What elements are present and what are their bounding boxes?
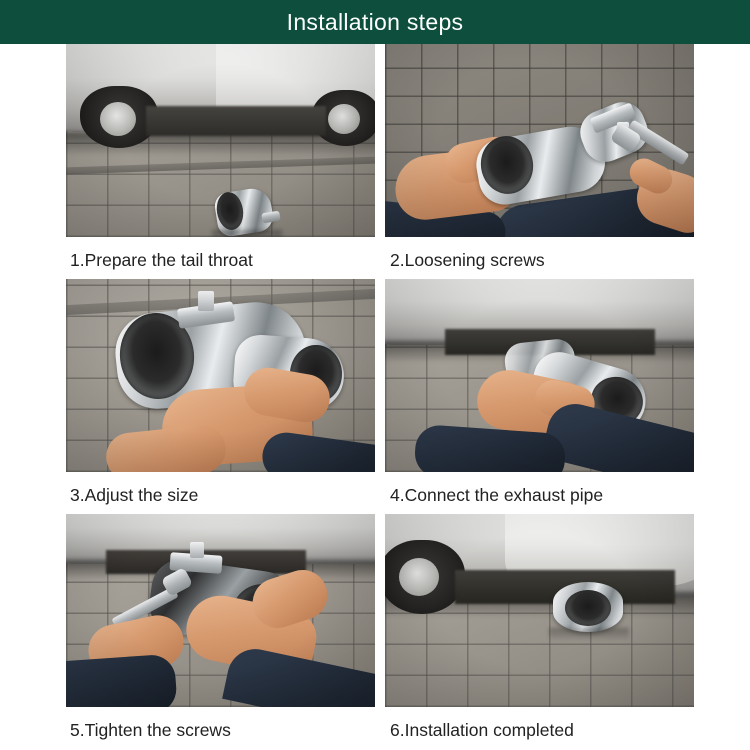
- step-caption-4: 4.Connect the exhaust pipe: [390, 484, 604, 505]
- step-caption-5: 5.Tighten the screws: [70, 719, 231, 740]
- step-photo-5: [66, 514, 375, 707]
- step-item-2: [385, 44, 750, 279]
- step-item-1: [0, 44, 375, 279]
- step-caption-2: 2.Loosening screws: [390, 249, 545, 270]
- step-photo-4: [385, 279, 694, 472]
- step-caption-1: 1.Prepare the tail throat: [70, 249, 253, 270]
- step-item-6: [385, 514, 750, 749]
- page-header: [0, 0, 750, 44]
- step-photo-6: [385, 514, 694, 707]
- steps-grid: [0, 44, 750, 749]
- step-photo-1: [66, 44, 375, 237]
- step-photo-2: [385, 44, 694, 237]
- step-item-5: [0, 514, 375, 749]
- step-item-3: [0, 279, 375, 514]
- page-title: Installation steps: [286, 8, 464, 35]
- step-item-4: [385, 279, 750, 514]
- step-caption-6: 6.Installation completed: [390, 719, 574, 740]
- step-caption-3: 3.Adjust the size: [70, 484, 199, 505]
- step-photo-3: [66, 279, 375, 472]
